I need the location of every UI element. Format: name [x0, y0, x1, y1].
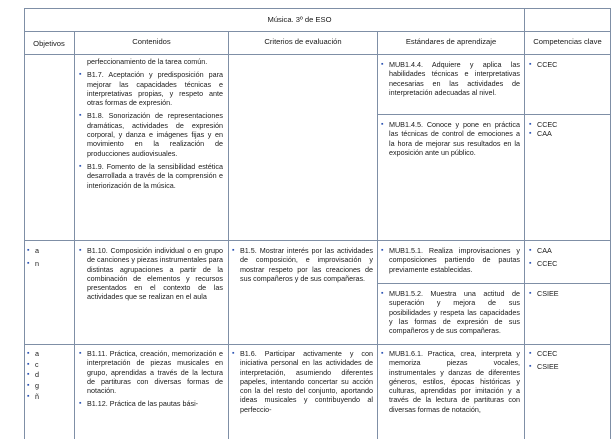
objetivo-item: ▪ a [27, 349, 39, 358]
competencia-item: ▪ CCEC [529, 259, 558, 269]
section2-estandar-b [381, 289, 520, 339]
objetivo-item: ▪ ñ [27, 391, 39, 401]
contenido-item: ▪ B1.9. Fomento de la sensibilidad estética desarrollada a través de la comprensión e interiorización de la música. [79, 161, 223, 190]
header-objetivos: Objetivos [33, 39, 65, 48]
section2-contenidos [79, 246, 223, 306]
section1-estandar-b [381, 120, 520, 161]
header-estandares: Estándares de aprendizaje [405, 37, 497, 46]
objetivo-item: ▪ d [27, 370, 39, 380]
section2-objetivos [27, 246, 71, 269]
competencia-item: ▪ CSIEE [529, 289, 559, 298]
section1-competencias-b [529, 120, 607, 139]
competencia-item: ▪ CAA [529, 129, 552, 139]
section3-criterios [232, 349, 373, 418]
section3-objetivos [27, 349, 71, 403]
contenido-intro: perfeccionamiento de la tarea común. [87, 57, 208, 66]
competencia-item: ▪ CCEC [529, 349, 558, 358]
header-criterios: Criterios de evaluación [264, 37, 342, 46]
contenido-item: ▪ B1.11. Práctica, creación, memorización e interpretación de piezas musicales en grupo, aprendidas a través de la lectura de partituras con diversas formas de notación. [79, 349, 223, 396]
estandar-item: ▪ MUB1.5.2. Muestra una actitud de superación y mejora de sus posibilidades y respeta las capacidades y las formas de expresión de sus compañeros y de sus compañeras. [381, 289, 520, 336]
table-title: Música. 3º de ESO [267, 15, 332, 24]
section3-competencias [529, 349, 607, 372]
contenido-item: ▪ B1.12. Práctica de las pautas bási- [79, 399, 199, 409]
criterio-item: ▪ B1.6. Participar activamente y con iniciativa personal en las actividades de interpretación, asumiendo diferentes papeles, intentando concertar su acción con la del resto del conjunto, aportando ideas musicales y contribuyendo al perfeccio- [232, 349, 373, 414]
objetivo-item: ▪ a [27, 246, 39, 255]
estandar-item: ▪ MUB1.6.1. Practica, crea, interpreta y memoriza piezas vocales, instrumentales y danzas de diferentes géneros, estilos, épocas históricas y culturas, aprendidas por imitación y a través de la lectura de partituras con diversas formas de notación, [381, 349, 520, 414]
section3-contenidos [79, 349, 223, 413]
section1-contenidos [79, 57, 223, 194]
section2-criterios [232, 246, 373, 287]
competencia-item: ▪ CCEC [529, 120, 558, 129]
section2-competencias-a [529, 246, 607, 269]
objetivo-item: ▪ c [27, 359, 39, 369]
estandar-item: ▪ MUB1.4.4. Adquiere y aplica las habilidades técnicas e interpretativas necesarias en las actividades de interpretación adecuadas al nivel. [381, 60, 520, 97]
competencia-item: ▪ CCEC [529, 60, 558, 69]
contenido-item: ▪ B1.8. Sonorización de representaciones dramáticas, actividades de expresión corporal, y danza e imágenes fijas y en movimiento en la realización de producciones audiovisuales. [79, 111, 223, 158]
competencia-item: ▪ CAA [529, 246, 552, 255]
section1-competencias-a [529, 60, 607, 69]
estandar-item: ▪ MUB1.5.1. Realiza improvisaciones y composiciones partiendo de pautas previamente establecidas. [381, 246, 520, 274]
header-competencias: Competencias clave [533, 37, 602, 46]
section2-competencias-b [529, 289, 607, 298]
contenido-item: ▪ B1.10. Composición individual o en grupo de canciones y piezas instrumentales para distintas agrupaciones a partir de la combinación de elementos y recursos presentados en el contexto de las actividades que se realizan en el aula [79, 246, 223, 302]
objetivo-item: ▪ g [27, 381, 39, 391]
section2-estandar-a [381, 246, 520, 278]
objetivo-item: ▪ n [27, 259, 39, 269]
contenido-item: ▪ B1.7. Aceptación y predisposición para mejorar las capacidades técnicas e interpretativas propias, y respeto ante otras formas de expresión. [79, 70, 223, 108]
criterio-item: ▪ B1.5. Mostrar interés por las actividades de composición, e improvisación y mostrar respeto por las creaciones de sus compañeros y de sus compañeras. [232, 246, 373, 283]
estandar-item: ▪ MUB1.4.5. Conoce y pone en práctica las técnicas de control de emociones a la hora de mejorar sus resultados en la exposición ante un público. [381, 120, 520, 157]
header-contenidos: Contenidos [132, 37, 171, 46]
competencia-item: ▪ CSIEE [529, 362, 559, 372]
section3-estandares [381, 349, 520, 418]
section1-estandar-a [381, 60, 520, 101]
